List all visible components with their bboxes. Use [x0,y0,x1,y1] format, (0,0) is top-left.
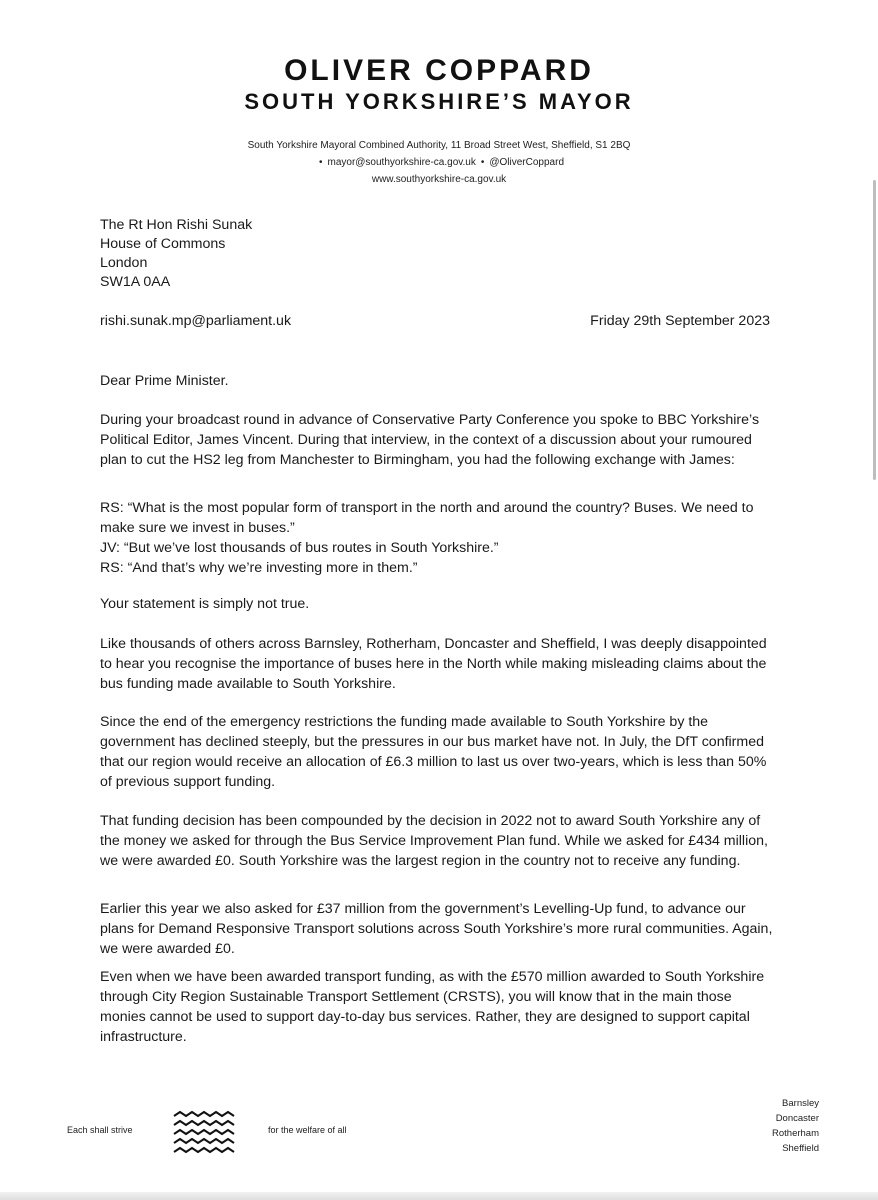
mayor-email[interactable]: mayor@southyorkshire-ca.gov.uk [327,157,476,168]
recipient-address [100,215,500,291]
paragraph: Earlier this year we also asked for £37 million from the government’s Levelling-Up fund, to advance our plans for Demand Responsive Transport solutions across South Yorkshire’s more rural communities. Again, we were awarded £0. [100,901,773,957]
exchange-line: JV: “But we’ve lost thousands of bus routes in South Yorkshire.” [100,540,499,556]
paragraph: During your broadcast round in advance of Conservative Party Conference you spoke to BBC Yorkshire’s Political Editor, James Vincent. During that interview, in the context of a discussion about your rumoured plan to cut the HS2 leg from Manchester to Birmingham, you had the following exchange with James: [100,412,760,468]
paragraph: Since the end of the emergency restrictions the funding made available to South Yorkshire by the government has declined steeply, but the pressures in our bus market have not. In July, the DfT confirmed that our region would receive an allocation of £6.3 million to last us over two-years, which is less than 50% of previous support funding. [100,714,767,790]
paragraph: Like thousands of others across Barnsley, Rotherham, Doncaster and Sheffield, I was deeply disappointed to hear you recognise the importance of buses here in the North while making misleading claims about the bus funding made available to South Yorkshire. [100,636,767,692]
town-name: Rotherham [772,1128,819,1139]
paragraph: That funding decision has been compounded by the decision in 2022 not to award South Yorkshire any of the money we asked for through the Bus Service Improvement Plan fund. While we asked for £434 million, we were awarded £0. South Yorkshire was the largest region in the country not to receive any funding. [100,813,768,869]
mayor-name: OLIVER COPPARD [284,54,594,87]
exchange-line: RS: “And that’s why we’re investing more in them.” [100,560,418,576]
recipient-line: House of Commons [100,236,226,252]
wave-logo-icon [172,1110,238,1154]
motto-left: Each shall strive [67,1125,133,1135]
motto-right: for the welfare of all [268,1125,347,1135]
recipient-email[interactable]: rishi.sunak.mp@parliament.uk [100,313,292,329]
town-list [772,1096,819,1156]
salutation: Dear Prime Minister. [100,373,229,389]
mayor-title: SOUTH YORKSHIRE’S MAYOR [244,89,634,114]
bullet-icon: • [480,157,485,168]
recipient-line: SW1A 0AA [100,274,171,290]
paragraph: Your statement is simply not true. [100,596,310,612]
bullet-icon: • [318,157,323,168]
exchange-line: RS: “What is the most popular form of transport in the north and around the country? Buses. We need to make sure we invest in buses.” [100,500,754,536]
authority-address: South Yorkshire Mayoral Combined Authority, 11 Broad Street West, Sheffield, S1 2BQ [247,140,631,151]
town-name: Sheffield [782,1143,819,1154]
twitter-handle[interactable]: @OliverCoppard [489,157,564,168]
scroll-indicator[interactable] [873,180,876,480]
town-name: Barnsley [782,1098,819,1109]
website-link[interactable]: www.southyorkshire-ca.gov.uk [371,174,507,185]
contact-line [0,157,878,168]
paragraph: Even when we have been awarded transport funding, as with the £570 million awarded to South Yorkshire through City Region Sustainable Transport Settlement (CRSTS), you will know that in the main those monies cannot be used to support day-to-day bus services. Rather, they are designed to support capital infrastructure. [100,969,765,1045]
letter-date: Friday 29th September 2023 [590,313,770,329]
recipient-line: London [100,255,148,271]
recipient-line: The Rt Hon Rishi Sunak [100,217,253,233]
interview-exchange [100,498,780,578]
town-name: Doncaster [775,1113,819,1124]
